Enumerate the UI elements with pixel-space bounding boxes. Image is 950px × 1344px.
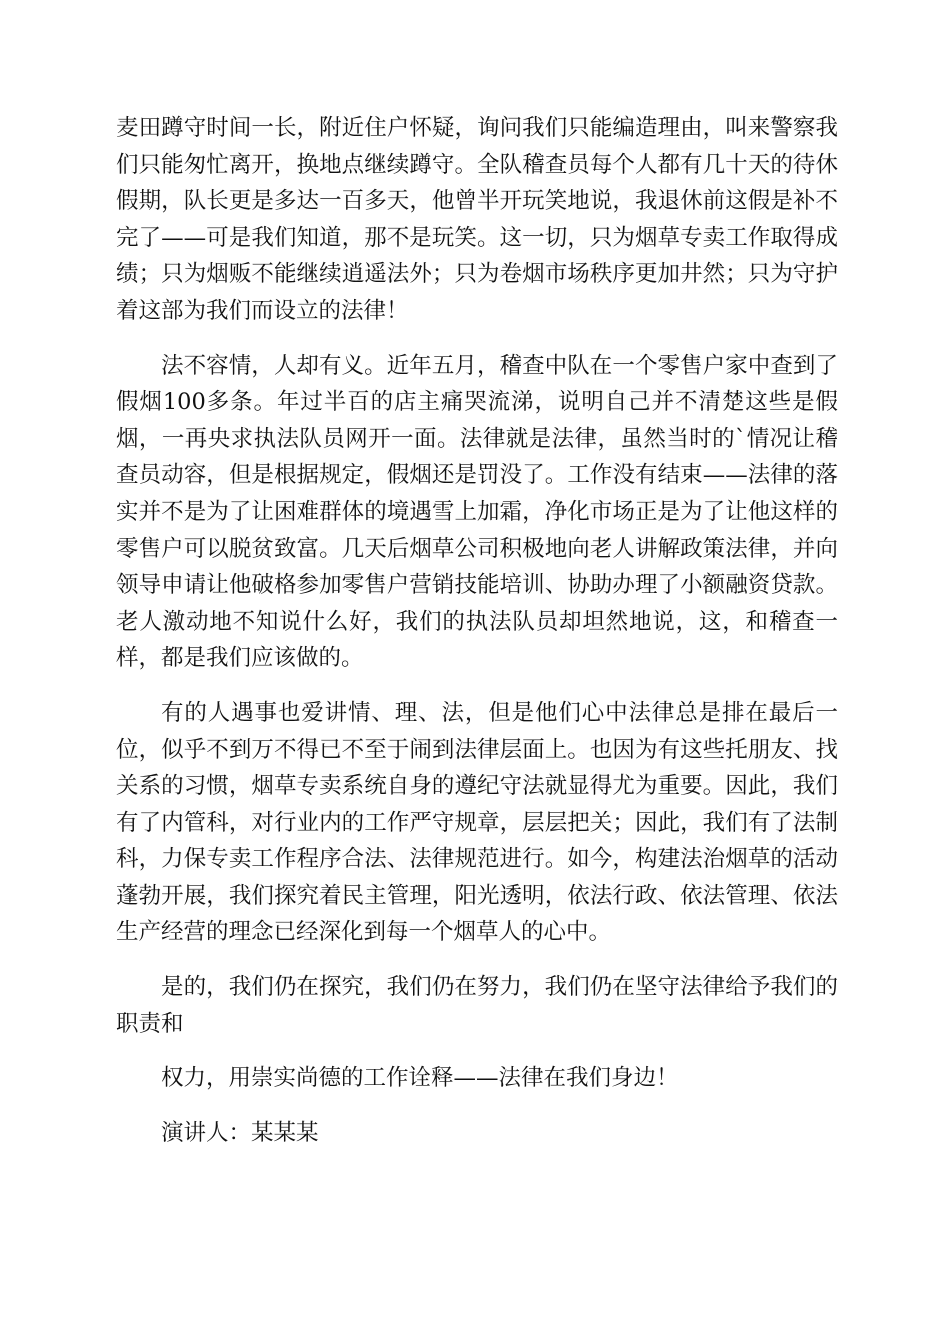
paragraph-4: 是的，我们仍在探究，我们仍在努力，我们仍在坚守法律给予我们的职责和 (116, 974, 838, 1037)
paragraph-1: 麦田蹲守时间一长，附近住户怀疑，询问我们只能编造理由，叫来警察我们只能匆忙离开，换地点继续蹲守。全队稽查员每个人都有几十天的待休假期，队长更是多达一百多天，他曾半开玩笑地说，我退休前这假是补不完了——可是我们知道，那不是玩笑。这一切，只为烟草专卖工作取得成绩；只为烟贩不能继续逍遥法外；只为卷烟市场秩序更加井然；只为守护着这部为我们而设立的法律！ (116, 115, 838, 324)
paragraph-2: 法不容情，人却有义。近年五月，稽查中队在一个零售户家中查到了假烟100多条。年过半百的店主痛哭流涕，说明自己并不清楚这些是假烟，一再央求执法队员网开一面。法律就是法律，虽然当时的`情况让稽查员动容，但是根据规定，假烟还是罚没了。工作没有结束——法律的落实并不是为了让困难群体的境遇雪上加霜，净化市场正是为了让他这样的零售户可以脱贫致富。几天后烟草公司积极地向老人讲解政策法律，并向领导申请让他破格参加零售户营销技能培训、协助办理了小额融资贷款。老人激动地不知说什么好，我们的执法队员却坦然地说，这，和稽查一样，都是我们应该做的。 (116, 352, 838, 672)
paragraph-3: 有的人遇事也爱讲情、理、法，但是他们心中法律总是排在最后一位，似乎不到万不得已不至于闹到法律层面上。也因为有这些托朋友、找关系的习惯，烟草专卖系统自身的遵纪守法就显得尤为重要。因此，我们有了内管科，对行业内的工作严守规章，层层把关；因此，我们有了法制科，力保专卖工作程序合法、法律规范进行。如今，构建法治烟草的活动蓬勃开展，我们探究着民主管理，阳光透明，依法行政、依法管理、依法生产经营的理念已经深化到每一个烟草人的心中。 (116, 699, 838, 946)
document-page (116, 110, 838, 1169)
speaker-line: 演讲人：某某某 (161, 1119, 319, 1146)
paragraph-5: 权力，用崇实尚德的工作诠释——法律在我们身边！ (161, 1065, 679, 1092)
